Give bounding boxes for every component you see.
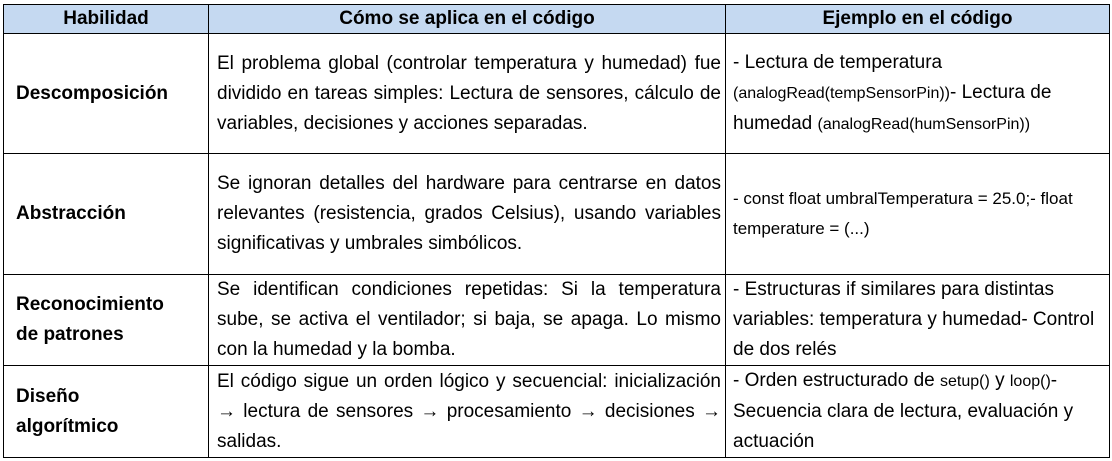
skill-cell: Descomposición <box>4 34 209 154</box>
skill-cell <box>4 366 209 458</box>
example-text: - Orden estructurado de <box>733 370 940 391</box>
table-row <box>4 275 1110 366</box>
example-cell <box>726 34 1110 154</box>
skills-table <box>3 4 1110 458</box>
example-cell <box>726 154 1110 275</box>
example-text: - Lectura de temperatura <box>733 51 943 73</box>
skill-line: Diseño <box>16 385 80 407</box>
example-code: loop() <box>1009 373 1051 390</box>
table-row <box>4 366 1110 458</box>
example-text: - Estructuras if similares para distintas variables: temperatura y humedad- Control de dos relés <box>733 279 1095 360</box>
example-code: (analogRead(humSensorPin)) <box>817 115 1031 133</box>
apply-cell: El problema global (controlar temperatura y humedad) fue dividido en tareas simples: Lectura de sensores, cálculo de variables, decisiones y acciones separadas. <box>209 34 726 154</box>
example-text: - Lectura de humedad <box>733 81 1052 134</box>
header-skill: Habilidad <box>4 5 209 34</box>
example-text: y <box>989 370 1010 391</box>
example-code: (analogRead(tempSensorPin)) <box>733 84 950 102</box>
table-row <box>4 154 1110 275</box>
skill-line: Reconocimiento <box>16 294 164 315</box>
example-cell <box>726 275 1110 366</box>
header-example: Ejemplo en el código <box>726 5 1110 34</box>
skill-line: algorítmico <box>16 415 119 437</box>
example-text: - const float umbralTemperatura = 25.0;- float temperature = (...) <box>733 189 1073 238</box>
skill-line: de patrones <box>16 324 124 345</box>
apply-cell: Se ignoran detalles del hardware para centrarse en datos relevantes (resistencia, grados Celsius), usando variables significativas y umbrales simbólicos. <box>209 154 726 275</box>
example-text: - Secuencia clara de lectura, evaluación y actuación <box>733 370 1074 452</box>
skill-cell: Abstracción <box>4 154 209 275</box>
table-row <box>4 34 1110 154</box>
skill-cell <box>4 275 209 366</box>
table-header-row <box>4 5 1110 34</box>
example-code: setup() <box>940 373 990 390</box>
example-cell <box>726 366 1110 458</box>
apply-cell: Se identifican condiciones repetidas: Si la temperatura sube, se activa el ventilador; si baja, se apaga. Lo mismo con la humedad y la bomba. <box>209 275 726 366</box>
apply-cell: El código sigue un orden lógico y secuencial: inicialización → lectura de sensores → procesamiento → decisiones → salidas. <box>209 366 726 458</box>
header-apply: Cómo se aplica en el código <box>209 5 726 34</box>
